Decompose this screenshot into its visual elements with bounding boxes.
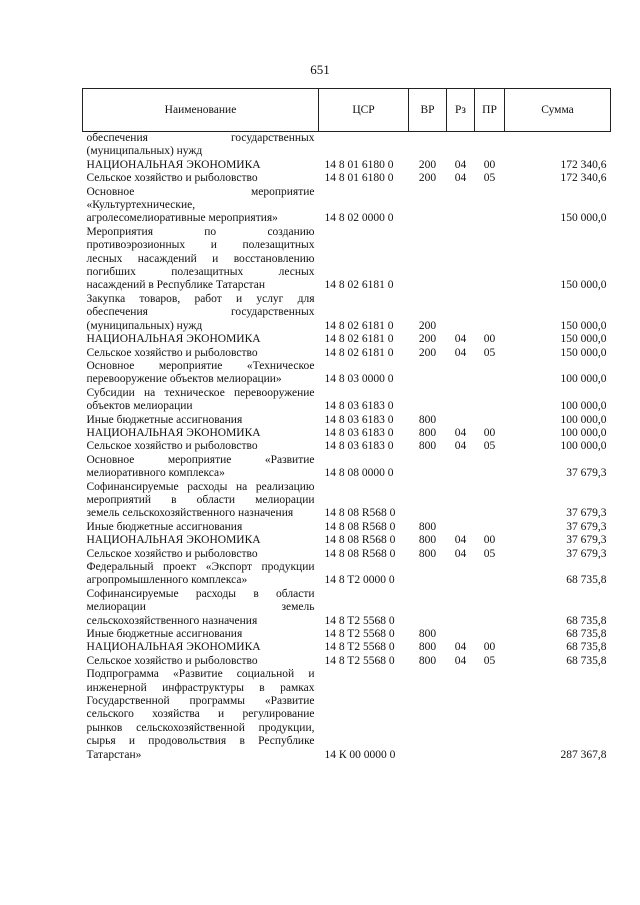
row-csr: 14 8 02 6181 0	[324, 346, 394, 359]
row-vr: 200	[418, 333, 437, 346]
row-pr	[475, 414, 505, 427]
row-vr	[409, 481, 447, 521]
table-row	[83, 159, 611, 172]
header-pr: ПР	[475, 89, 505, 132]
row-csr: 14 8 T2 5568 0	[324, 641, 395, 654]
row-name	[83, 186, 319, 226]
row-name	[83, 628, 319, 641]
row-name-line: Государственной программы «Развитие	[86, 695, 315, 708]
budget-table	[82, 88, 611, 762]
row-name-line: насаждений в Республике Татарстан	[86, 279, 265, 292]
row-pr	[475, 132, 505, 159]
row-sum: 287 367,8	[560, 748, 607, 761]
row-csr: 14 8 03 6183 0	[324, 426, 394, 439]
row-name	[83, 414, 319, 427]
row-pr: 00	[483, 158, 496, 171]
row-csr: 14 8 02 0000 0	[324, 212, 394, 225]
row-rz	[447, 668, 475, 762]
row-sum: 37 679,3	[566, 547, 607, 560]
row-name-line: (муниципальных) нужд	[86, 145, 203, 158]
row-sum: 100 000,0	[560, 440, 607, 453]
row-csr: 14 8 01 6180 0	[324, 172, 394, 185]
table-row	[83, 588, 611, 628]
row-sum: 37 679,3	[566, 520, 607, 533]
row-rz: 04	[454, 346, 467, 359]
row-name-line: Федеральный проект «Экспорт продукции	[86, 561, 315, 573]
row-name-line: обеспечения государственных	[86, 306, 315, 319]
row-name-line: НАЦИОНАЛЬНАЯ ЭКОНОМИКА	[86, 641, 261, 654]
row-pr	[475, 360, 505, 387]
row-pr: 00	[483, 641, 496, 654]
row-vr: 800	[418, 426, 437, 439]
row-name-line: рынков сельскохозяйственной продукции,	[86, 721, 315, 734]
row-rz: 04	[454, 534, 467, 547]
row-sum: 172 340,6	[560, 172, 607, 185]
row-csr: 14 8 T2 5568 0	[324, 654, 395, 667]
table-row	[83, 186, 611, 226]
row-rz: 04	[454, 426, 467, 439]
row-name-line: обеспечения государственных	[86, 132, 315, 144]
row-name-line: Подпрограмма «Развитие социальной и	[86, 668, 315, 681]
row-sum: 150 000,0	[560, 212, 607, 225]
row-name	[83, 454, 319, 481]
row-csr: 14 8 08 R568 0	[324, 520, 396, 533]
row-name-line: сельскохозяйственного назначения	[86, 614, 258, 627]
row-name-line: агролесомелиоративные мероприятия»	[86, 212, 278, 225]
row-csr: 14 8 08 R568 0	[324, 547, 396, 560]
row-rz: 04	[454, 158, 467, 171]
row-csr	[319, 132, 409, 159]
row-name	[83, 534, 319, 547]
row-sum: 172 340,6	[560, 158, 607, 171]
header-rz: Рз	[447, 89, 475, 132]
table-row	[83, 427, 611, 440]
table-row	[83, 454, 611, 481]
row-csr: 14 8 08 R568 0	[324, 507, 396, 520]
row-vr: 800	[418, 534, 437, 547]
row-vr: 800	[418, 547, 437, 560]
table-row	[83, 414, 611, 427]
row-vr: 800	[418, 641, 437, 654]
row-name-line: НАЦИОНАЛЬНАЯ ЭКОНОМИКА	[86, 534, 261, 547]
row-rz	[447, 360, 475, 387]
row-rz	[447, 414, 475, 427]
row-rz	[447, 561, 475, 588]
row-csr: 14 8 T2 5568 0	[324, 614, 395, 627]
row-rz: 04	[454, 333, 467, 346]
row-vr	[409, 668, 447, 762]
row-csr: 14 8 08 R568 0	[324, 534, 396, 547]
table-row	[83, 548, 611, 561]
row-pr	[475, 521, 505, 534]
row-pr	[475, 628, 505, 641]
row-vr: 200	[418, 172, 437, 185]
table-row	[83, 521, 611, 534]
row-pr	[475, 454, 505, 481]
page-number: 651	[310, 62, 330, 77]
table-row	[83, 132, 611, 159]
row-vr	[409, 132, 447, 159]
row-name	[83, 172, 319, 185]
row-name-line: погибших полезащитных лесных	[86, 266, 315, 279]
row-rz	[447, 387, 475, 414]
row-name-line: «Культуртехнические,	[86, 199, 196, 212]
row-name-line: Основное мероприятие	[86, 185, 315, 198]
row-name-line: Сельское хозяйство и рыболовство	[86, 440, 258, 453]
row-sum: 37 679,3	[566, 507, 607, 520]
row-name-line: Иные бюджетные ассигнования	[86, 628, 243, 641]
row-sum: 68 735,8	[566, 574, 607, 587]
table-row	[83, 481, 611, 521]
row-name	[83, 333, 319, 346]
row-vr	[409, 561, 447, 588]
row-name	[83, 548, 319, 561]
row-pr	[475, 186, 505, 226]
row-sum: 37 679,3	[566, 534, 607, 547]
table-row	[83, 655, 611, 668]
row-name	[83, 521, 319, 534]
row-vr: 800	[418, 413, 437, 426]
table-row	[83, 628, 611, 641]
row-sum: 68 735,8	[566, 628, 607, 641]
row-sum: 150 000,0	[560, 346, 607, 359]
row-name-line: Сельское хозяйство и рыболовство	[86, 172, 258, 185]
header-vr: ВР	[409, 89, 447, 132]
row-name	[83, 655, 319, 668]
table-row	[83, 333, 611, 346]
row-name-line: НАЦИОНАЛЬНАЯ ЭКОНОМИКА	[86, 333, 261, 346]
row-name	[83, 427, 319, 440]
row-name-line: Сельское хозяйство и рыболовство	[86, 654, 258, 667]
row-pr: 05	[483, 654, 496, 667]
row-pr: 00	[483, 534, 496, 547]
row-pr	[475, 588, 505, 628]
row-name-line: Закупка товаров, работ и услуг для	[86, 292, 315, 305]
row-name-line: инженерной инфраструктуры в рамках	[86, 681, 315, 694]
row-rz	[447, 521, 475, 534]
row-pr: 05	[483, 346, 496, 359]
row-name-line: Иные бюджетные ассигнования	[86, 520, 243, 533]
row-sum: 100 000,0	[560, 373, 607, 386]
row-sum: 100 000,0	[560, 400, 607, 413]
row-name	[83, 347, 319, 360]
row-rz	[447, 588, 475, 628]
row-csr: 14 8 T2 0000 0	[324, 574, 395, 587]
row-sum: 68 735,8	[566, 641, 607, 654]
row-sum	[505, 132, 611, 159]
row-vr: 800	[418, 440, 437, 453]
row-pr: 05	[483, 547, 496, 560]
header-name: Наименование	[83, 89, 319, 132]
row-vr: 800	[418, 520, 437, 533]
row-name	[83, 360, 319, 387]
row-rz	[447, 293, 475, 333]
table-row	[83, 641, 611, 654]
row-name-line: мероприятий в области мелиорации	[86, 493, 315, 506]
row-pr: 05	[483, 440, 496, 453]
row-name-line: НАЦИОНАЛЬНАЯ ЭКОНОМИКА	[86, 426, 261, 439]
row-name	[83, 641, 319, 654]
row-vr	[409, 226, 447, 293]
row-rz	[447, 132, 475, 159]
row-csr: 14 К 00 0000 0	[324, 748, 396, 761]
row-name	[83, 132, 319, 159]
row-name-line: Мероприятия по созданию	[86, 225, 315, 238]
row-name	[83, 561, 319, 588]
row-vr: 200	[418, 319, 437, 332]
row-name-line: Татарстан»	[86, 748, 142, 761]
row-name-line: НАЦИОНАЛЬНАЯ ЭКОНОМИКА	[86, 158, 261, 171]
row-name	[83, 159, 319, 172]
row-sum: 150 000,0	[560, 319, 607, 332]
row-sum: 37 679,3	[566, 467, 607, 480]
row-name-line: сельского хозяйства и регулирование	[86, 708, 315, 721]
row-rz: 04	[454, 641, 467, 654]
row-rz: 04	[454, 172, 467, 185]
row-csr: 14 8 T2 5568 0	[324, 628, 395, 641]
row-rz	[447, 481, 475, 521]
row-rz	[447, 186, 475, 226]
row-name	[83, 387, 319, 414]
row-name-line: Софинансируемые расходы на реализацию	[86, 480, 315, 493]
row-pr: 05	[483, 172, 496, 185]
row-name-line: мелиорации земель	[86, 601, 315, 614]
row-csr: 14 8 02 6181 0	[324, 333, 394, 346]
row-rz: 04	[454, 440, 467, 453]
row-name	[83, 481, 319, 521]
table-header	[83, 89, 611, 132]
row-name-line: перевооружение объектов мелиорации»	[86, 373, 282, 386]
header-sum: Сумма	[505, 89, 611, 132]
row-name-line: Основное мероприятие «Развитие	[86, 453, 315, 466]
row-csr: 14 8 03 6183 0	[324, 413, 394, 426]
row-pr	[475, 293, 505, 333]
table-row	[83, 387, 611, 414]
row-vr: 800	[418, 654, 437, 667]
row-name-line: Основное мероприятие «Техническое	[86, 359, 315, 372]
row-vr	[409, 186, 447, 226]
row-name-line: агропромышленного комплекса»	[86, 574, 248, 587]
row-name-line: Сельское хозяйство и рыболовство	[86, 346, 258, 359]
row-vr	[409, 387, 447, 414]
row-pr	[475, 226, 505, 293]
table-row	[83, 534, 611, 547]
header-row	[83, 89, 611, 132]
row-sum: 68 735,8	[566, 654, 607, 667]
row-pr	[475, 387, 505, 414]
row-vr	[409, 360, 447, 387]
row-name-line: лесных насаждений и восстановлению	[86, 252, 315, 265]
row-name-line: Софинансируемые расходы в области	[86, 587, 315, 600]
row-name-line: земель сельскохозяйственного назначения	[86, 507, 294, 520]
row-sum: 68 735,8	[566, 614, 607, 627]
row-rz	[447, 628, 475, 641]
row-sum: 150 000,0	[560, 333, 607, 346]
row-pr	[475, 561, 505, 588]
row-vr: 200	[418, 158, 437, 171]
row-name-line: противоэрозионных и полезащитных	[86, 239, 315, 252]
row-sum: 150 000,0	[560, 279, 607, 292]
table-row	[83, 360, 611, 387]
row-name	[83, 293, 319, 333]
table-row	[83, 668, 611, 762]
row-vr	[409, 454, 447, 481]
row-name-line: мелиоративного комплекса»	[86, 467, 225, 480]
table-row	[83, 561, 611, 588]
row-pr	[475, 668, 505, 762]
row-csr: 14 8 03 6183 0	[324, 400, 394, 413]
row-name-line: сырья и продовольствия в Республике	[86, 735, 315, 748]
row-vr	[409, 588, 447, 628]
table-body	[83, 132, 611, 763]
row-rz	[447, 454, 475, 481]
row-csr: 14 8 08 0000 0	[324, 467, 394, 480]
row-name	[83, 668, 319, 762]
row-name	[83, 226, 319, 293]
row-pr: 00	[483, 333, 496, 346]
header-csr: ЦСР	[319, 89, 409, 132]
row-name	[83, 440, 319, 453]
row-name-line: объектов мелиорации	[86, 400, 193, 413]
row-csr: 14 8 02 6181 0	[324, 319, 394, 332]
row-rz: 04	[454, 654, 467, 667]
table-row	[83, 293, 611, 333]
row-name-line: Субсидии на техническое перевооружение	[86, 386, 315, 399]
row-csr: 14 8 03 0000 0	[324, 373, 394, 386]
row-pr: 00	[483, 426, 496, 439]
row-rz	[447, 226, 475, 293]
row-csr: 14 8 01 6180 0	[324, 158, 394, 171]
row-name-line: (муниципальных) нужд	[86, 319, 203, 332]
row-sum: 100 000,0	[560, 426, 607, 439]
row-name-line: Иные бюджетные ассигнования	[86, 413, 243, 426]
row-csr: 14 8 03 6183 0	[324, 440, 394, 453]
row-rz: 04	[454, 547, 467, 560]
row-name-line: Сельское хозяйство и рыболовство	[86, 547, 258, 560]
row-vr: 800	[418, 628, 437, 641]
row-sum: 100 000,0	[560, 413, 607, 426]
table-row	[83, 440, 611, 453]
row-csr: 14 8 02 6181 0	[324, 279, 394, 292]
table-row	[83, 347, 611, 360]
row-pr	[475, 481, 505, 521]
table-row	[83, 226, 611, 293]
table-row	[83, 172, 611, 185]
row-name	[83, 588, 319, 628]
row-vr: 200	[418, 346, 437, 359]
